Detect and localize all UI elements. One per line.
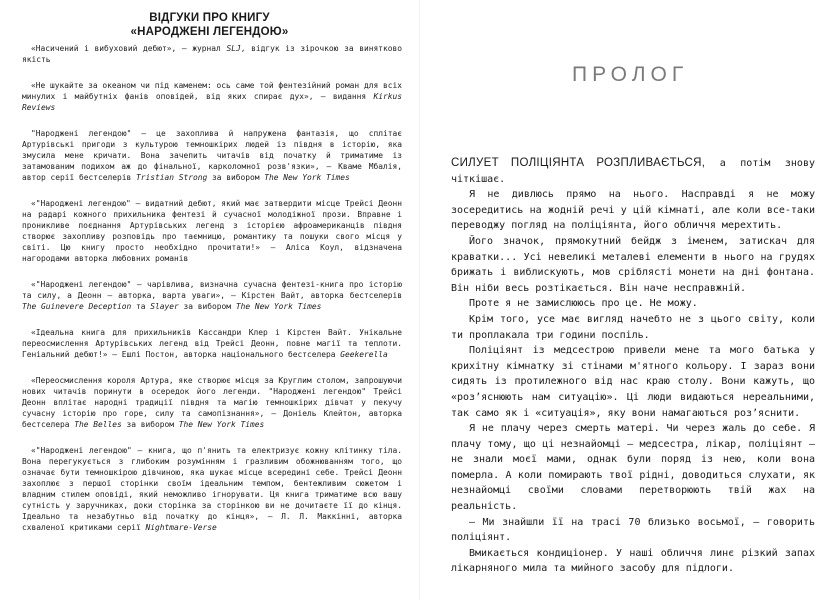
review-text (22, 198, 402, 264)
right-page (420, 0, 839, 600)
review-item (22, 80, 402, 113)
review-text (22, 327, 402, 360)
review-source-title: SLJ (226, 44, 241, 53)
review-source-title: The New York Times (264, 173, 350, 182)
review-text-segment: «"Народжені легендою" — чарівлива, визначна сучасна фентезі-книга про історію та силу, а Деонн — авторка, варта уваги», — Кірстен Вайт, авторка бестселерів (22, 280, 402, 300)
review-item (22, 128, 402, 183)
review-text (22, 43, 402, 65)
review-text (22, 279, 402, 312)
review-source-title: The New York Times (235, 302, 322, 311)
review-item (22, 198, 402, 264)
review-text-segment: за вибором (178, 302, 236, 311)
chapter-paragraph: Поліціянт із медсестрою привели мене та мого батька у крихітну кімнатку зі стінами м'ятного кольору. І зараз вони сидять із протилежного від нас краю столу. Вони кажуть, що «розʼяснюють нам ситуацію». Ці люди видаються нереальними, так само як і «ситуація», яку вони намагаються розʼяснити. (451, 345, 815, 419)
chapter-paragraph: Крім того, усе має вигляд начебто не з цього світу, коли ти проплакала три години поспіль. (451, 313, 815, 341)
review-item (22, 445, 402, 533)
review-item (22, 375, 402, 430)
review-text-segment: «Не шукайте за океаном чи під каменем: ось саме той фентезійний роман для всіх минулих і майбутніх фанів оповідей, від яких спирає дух», — видання (22, 81, 402, 101)
review-source-title: Slayer (150, 302, 179, 311)
review-item (22, 327, 402, 360)
review-source-title: The New York Times (178, 420, 265, 429)
reviews-list (22, 43, 402, 548)
review-text (22, 80, 402, 113)
review-item (22, 279, 402, 312)
opening-rest: а потім знову чіткішає. (451, 158, 815, 185)
review-source-title: Tristian Strong (136, 173, 208, 182)
review-text-segment: «Переосмислення короля Артура, яке створює місця за Круглим столом, запрошуючи нових читачів поринути в осередок його легенди. "Народжені легендою" Трейсі Деонн вплітає народні традиції півдня та магію темношкірих дівчат у пекучу сучасну історію про горе, силу та самопізнання», — Доніель Клейтон, авторка бестселера (22, 376, 402, 429)
review-text (22, 445, 402, 533)
reviews-title-line2: «НАРОДЖЕНІ ЛЕГЕНДОЮ» (130, 26, 289, 38)
review-text (22, 375, 402, 430)
reviews-title (0, 11, 419, 39)
review-source-title: The Guinevere Deception (22, 302, 132, 311)
review-text-segment: за вибором (121, 420, 179, 429)
review-text-segment: «"Народжені легендою" — видатний дебют, який має затвердити місце Трейсі Деонн на радарі кожного прихильника фентезі й сучасної молодіжної прози. Вправне і проникливе поєднання Артурівських легенд з історією афроамериканців півдня створює захопливу розповідь про таємницю, романтику та пошуки свого місця у світі. Цю книгу просто необхідно прочитати!» — Аліса Коул, відзначена нагородами авторка любовних романів (22, 199, 402, 263)
reviews-title-line1: ВІДГУКИ ПРО КНИГУ (149, 12, 270, 24)
review-source-title: Kirkus Reviews (22, 92, 402, 112)
review-text-segment: "Народжені легендою" — це захоплива й напружена фантазія, що сплітає Артурівські пригоди з культурою темношкірих людей із півдня в історію, яка змусила мене кричати. Вона зачепить читачів від початку й триматиме із затамованим подихом аж до фінальної, карколомної розв'язки», — Кваме Мбалія, автор серії бестселерів (22, 129, 402, 182)
opening-small-caps: СИЛУЕТ ПОЛІЦІЯНТА РОЗПЛИВАЄТЬСЯ, (451, 157, 706, 169)
chapter-paragraph: Я не плачу через смерть матері. Чи через жаль до себе. Я плачу тому, що ці незнайомці — медсестра, лікар, поліціянт — не знали моєї мами, однак були поряд із нею, коли вона померла. А коли помирають твої рідні, доводиться слухати, як незнайомці своїми словами перетворюють твій жах на реальність. (451, 423, 815, 513)
chapter-paragraph: Я не дивлюсь прямо на нього. Насправді я не можу зосередитись на жодній речі у цій кімнаті, але коли все-таки переводжу погляд на поліціянта, його обличчя мерехтить. (451, 189, 815, 232)
chapter-title: ПРОЛОГ (572, 63, 689, 86)
review-text-segment: «"Народжені легендою" — книга, що п'янить та електризує кожну клітинку тіла. Вона перегукується з глибоким розумінням і гразливим обожнюванням того, що означає бути темношкірою дівчиною, яка шукає місце всередині себе. Трейсі Деонн захоплює з першої сторінки своїм ідеальним темпом, бентежливим сюжетом і владним стилем оповіді, який неможливо ігнорувати. Ця книга триматиме всю вашу сутність у заручниках, доки сторінка за сторінкою ви не дочитаєте її до кінця. Ідеально та незабутньо від початку до кінця», — Л. Л. Маккінні, авторка схваленої критиками серії (22, 446, 402, 532)
review-text-segment: «Ідеальна книга для прихильників Кассандри Клер і Кірстен Вайт. Унікальне переосмислення Артурівських легенд від Трейсі Деонн, повне магії та теплоти. Геніальний дебют!» — Ешлі Постон, авторка національного бестселера (22, 328, 402, 359)
left-page (0, 0, 419, 600)
review-item (22, 43, 402, 65)
chapter-paragraph: — Ми знайшли її на трасі 70 близько восьмої, — говорить поліціянт. (451, 516, 815, 544)
chapter-opening-paragraph (451, 156, 815, 187)
chapter-body (451, 156, 815, 577)
chapter-paragraph: Його значок, прямокутний бейдж з іменем, затискач для краватки... Усі невеликі металеві елементи в нього на грудях брижать і виблискують, мов сріблясті монети на дні фонтана. Він ніби весь розтікається. Він наче несправжній. (451, 235, 815, 294)
review-text-segment: за вибором (207, 173, 265, 182)
review-text-segment: «Насичений і вибуховий дебют», — журнал (31, 44, 227, 53)
review-source-title: Nightmare-Verse (145, 523, 217, 532)
review-source-title: Geekerella (340, 350, 388, 359)
review-text-segment: , відгук із зірочкою за винятково якість (22, 44, 402, 64)
review-source-title: The Belles (74, 420, 122, 429)
review-text-segment: та (131, 302, 151, 311)
chapter-paragraph: Проте я не замислююсь про це. Не можу. (469, 298, 698, 310)
chapter-paragraph: Вмикається кондиціонер. У наші обличчя линє різкий запах лікарняного мила та мийного засобу для підлоги. (451, 547, 815, 575)
review-text (22, 128, 402, 183)
